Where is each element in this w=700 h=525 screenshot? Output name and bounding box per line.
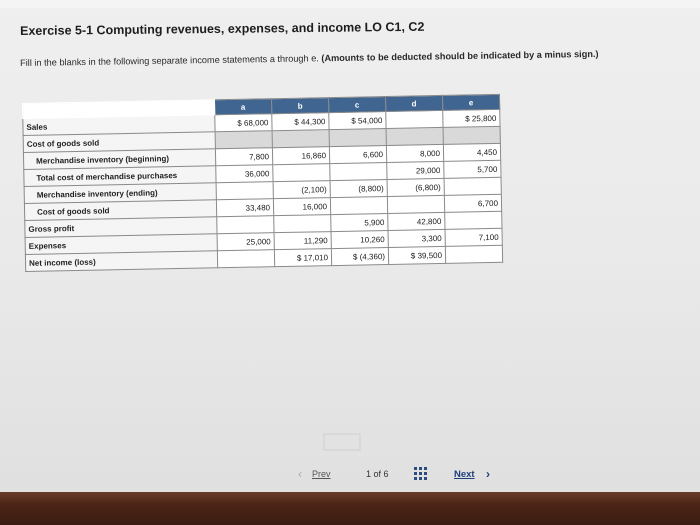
exercise-title: Exercise 5-1 Computing revenues, expenses, and income LO C1, C2 (20, 19, 425, 38)
cell-d: (6,800) (387, 178, 444, 196)
next-arrow-icon[interactable]: › (486, 467, 490, 481)
row-label: Cost of goods sold (23, 132, 215, 153)
instructions (20, 46, 690, 70)
cell-a[interactable] (217, 216, 274, 234)
cell-c: (8,800) (330, 180, 387, 198)
cell-b: 11,290 (274, 232, 331, 250)
cell-d: $ 39,500 (388, 246, 445, 264)
cell-c: 5,900 (331, 214, 388, 232)
page-indicator: 1 of 6 (366, 469, 389, 479)
cell-b: 16,000 (273, 198, 330, 216)
cell-a: 36,000 (216, 165, 273, 183)
cell-d[interactable] (387, 195, 444, 213)
cell-a: 25,000 (217, 233, 274, 251)
row-label: Net income (loss) (25, 251, 217, 272)
instructions-note: (Amounts to be deducted should be indicated by a minus sign.) (321, 48, 599, 64)
cell-a: 33,480 (216, 199, 273, 217)
cell-d (386, 127, 443, 145)
row-label: Merchandise inventory (ending) (24, 183, 216, 204)
column-header-a: a (214, 99, 271, 115)
row-label: Expenses (25, 234, 217, 255)
cell-d: 8,000 (386, 144, 443, 162)
cell-e[interactable] (444, 177, 501, 195)
row-label: Sales (23, 115, 215, 136)
cell-d: 29,000 (387, 161, 444, 179)
device-bezel (0, 492, 700, 525)
cell-e (443, 126, 500, 144)
cell-c: 6,600 (329, 146, 386, 164)
cell-c: $ (4,360) (331, 247, 388, 265)
table-body (23, 109, 503, 271)
cell-b: $ 17,010 (274, 249, 331, 267)
cell-b[interactable] (274, 215, 331, 233)
cell-a: 7,800 (215, 148, 272, 166)
cell-d[interactable] (386, 110, 443, 128)
cell-e[interactable] (445, 211, 502, 229)
cell-e: 7,100 (445, 228, 502, 246)
cell-b: (2,100) (273, 181, 330, 199)
cell-d: 3,300 (388, 229, 445, 247)
prev-button[interactable]: Prev (312, 469, 331, 479)
cell-a[interactable] (216, 182, 273, 200)
prev-arrow-icon[interactable]: ‹ (298, 467, 302, 481)
top-band (0, 0, 700, 8)
cell-c: $ 54,000 (329, 112, 386, 130)
income-statement-table (22, 94, 503, 272)
column-header-d: d (385, 95, 442, 111)
cell-b: $ 44,300 (272, 113, 329, 131)
row-label: Total cost of merchandise purchases (24, 166, 216, 187)
cell-a (215, 131, 272, 149)
cell-b[interactable] (273, 164, 330, 182)
row-label: Gross profit (25, 217, 217, 238)
cell-a[interactable] (217, 250, 274, 268)
cell-c (329, 129, 386, 147)
row-label: Cost of goods sold (24, 200, 216, 221)
column-header-b: b (271, 98, 328, 114)
cell-e: 4,450 (443, 143, 500, 161)
cell-b (272, 130, 329, 148)
watermark-logo (322, 432, 362, 452)
next-button[interactable]: Next (454, 469, 475, 480)
instructions-text: Fill in the blanks in the following separate income statements a through e. (20, 53, 319, 68)
income-statement-table-wrapper (22, 94, 503, 272)
cell-a: $ 68,000 (215, 114, 272, 132)
grid-icon[interactable] (414, 467, 428, 481)
cell-e[interactable] (445, 245, 502, 263)
column-header-c: c (328, 97, 385, 113)
pagination-footer (0, 460, 700, 490)
cell-c[interactable] (330, 163, 387, 181)
row-label: Merchandise inventory (beginning) (23, 149, 215, 170)
cell-c: 10,260 (331, 230, 388, 248)
cell-b: 16,860 (272, 147, 329, 165)
cell-c[interactable] (330, 197, 387, 215)
cell-e: 6,700 (444, 194, 501, 212)
cell-e: $ 25,800 (443, 109, 500, 127)
cell-d: 42,800 (388, 212, 445, 230)
cell-e: 5,700 (444, 160, 501, 178)
column-header-e: e (442, 94, 499, 110)
